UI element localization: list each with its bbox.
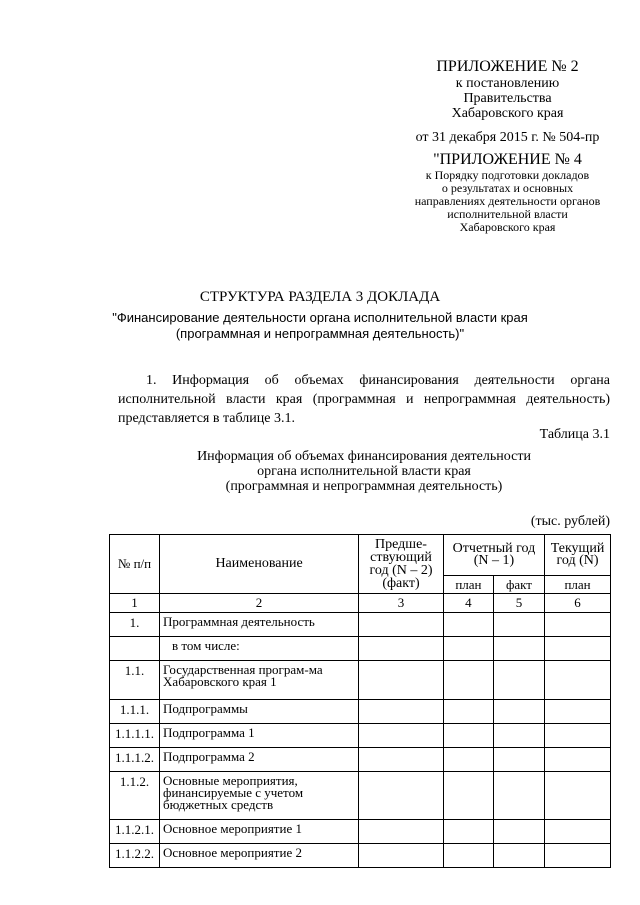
- paragraph-1: 1. Информация об объемах финансирования деятельности органа исполнительной власти края (программная и непрограммная деятельность) представляется в таблице 3.1.: [118, 373, 610, 426]
- appendix-4-line: Хабаровского края: [459, 220, 556, 234]
- cell-value: [493, 820, 544, 844]
- row-num: 1.: [110, 613, 160, 637]
- table-row: [110, 700, 611, 724]
- cell-value: [493, 613, 544, 637]
- table-row: [110, 613, 611, 637]
- row-name: Государственная програм-ма Хабаровского края 1: [160, 661, 359, 700]
- row-num: 1.1.2.: [110, 772, 160, 820]
- table-row: [110, 844, 611, 868]
- header-prev-year: Предше-ствующий год (N – 2) (факт): [359, 535, 444, 594]
- header-fact-report: факт: [493, 576, 544, 594]
- header-plan-current: план: [545, 576, 611, 594]
- section-title: СТРУКТУРА РАЗДЕЛА 3 ДОКЛАДА: [199, 289, 441, 305]
- appendix-4-line: к Порядку подготовки докладов: [425, 168, 590, 182]
- cell-value: [493, 748, 544, 772]
- cell-value: [443, 661, 493, 700]
- column-numbers-row: [110, 594, 611, 613]
- row-num: 1.1.: [110, 661, 160, 700]
- cell-value: [493, 700, 544, 724]
- row-name: Основное мероприятие 1: [160, 820, 359, 844]
- row-num: 1.1.2.2.: [110, 844, 160, 868]
- cell-value: [493, 637, 544, 661]
- table-caption: Таблица 3.1: [539, 427, 610, 442]
- cell-value: [443, 724, 493, 748]
- row-name: Основные мероприятия, финансируемые с учетом бюджетных средств: [160, 772, 359, 820]
- table-row: [110, 820, 611, 844]
- cell-value: [359, 700, 444, 724]
- row-name: Программная деятельность: [160, 613, 359, 637]
- table-row: [110, 772, 611, 820]
- cell-value: [359, 844, 444, 868]
- table-row: [110, 637, 611, 661]
- row-num: 1.1.1.1.: [110, 724, 160, 748]
- appendix-2-title: ПРИЛОЖЕНИЕ № 2: [436, 58, 579, 75]
- cell-value: [443, 820, 493, 844]
- header-name: Наименование: [160, 535, 359, 594]
- cell-value: [443, 637, 493, 661]
- table-row: [110, 661, 611, 700]
- table-title: [118, 449, 610, 494]
- cell-value: [493, 844, 544, 868]
- cell-value: [545, 844, 611, 868]
- row-num: 1.1.1.: [110, 700, 160, 724]
- cell-value: [359, 661, 444, 700]
- table-row: [110, 724, 611, 748]
- cell-value: [359, 748, 444, 772]
- appendix-4-title: "ПРИЛОЖЕНИЕ № 4: [433, 151, 582, 168]
- row-name: Основное мероприятие 2: [160, 844, 359, 868]
- column-number: 5: [493, 594, 544, 613]
- cell-value: [443, 700, 493, 724]
- header-report-year: Отчетный год (N – 1): [443, 535, 544, 576]
- cell-value: [493, 772, 544, 820]
- appendix-4-line: о результатах и основных: [441, 181, 574, 195]
- cell-value: [359, 820, 444, 844]
- appendix-2-line3: Хабаровского края: [451, 106, 564, 121]
- row-num: 1.1.1.2.: [110, 748, 160, 772]
- appendix-4-line: направлениях деятельности органов: [414, 194, 601, 208]
- row-name: Подпрограммы: [160, 700, 359, 724]
- table-row: [110, 748, 611, 772]
- cell-value: [545, 772, 611, 820]
- column-number: 3: [359, 594, 444, 613]
- cell-value: [545, 820, 611, 844]
- cell-value: [545, 700, 611, 724]
- cell-value: [545, 637, 611, 661]
- row-num: 1.1.2.1.: [110, 820, 160, 844]
- table-title-line1: Информация об объемах финансирования деятельности: [197, 449, 531, 464]
- cell-value: [443, 613, 493, 637]
- units-label: (тыс. рублей): [530, 514, 610, 529]
- cell-value: [443, 772, 493, 820]
- row-num: [110, 637, 160, 661]
- appendix-4-header: [395, 150, 620, 234]
- table-title-line3: (программная и непрограммная деятельность): [225, 479, 503, 494]
- cell-value: [545, 748, 611, 772]
- column-number: 1: [110, 594, 160, 613]
- cell-value: [443, 748, 493, 772]
- column-number: 6: [545, 594, 611, 613]
- appendix-2-header: [395, 57, 620, 146]
- section-heading: [0, 288, 640, 342]
- cell-value: [443, 844, 493, 868]
- appendix-4-line: исполнительной власти: [447, 207, 568, 221]
- column-number: 2: [160, 594, 359, 613]
- section-subtitle-line1: "Финансирование деятельности органа исполнительной власти края: [112, 310, 528, 325]
- cell-value: [359, 772, 444, 820]
- row-name: в том числе:: [160, 637, 359, 661]
- appendix-2-line2: Правительства: [463, 91, 552, 106]
- column-number: 4: [443, 594, 493, 613]
- cell-value: [359, 637, 444, 661]
- row-name: Подпрограмма 2: [160, 748, 359, 772]
- row-name: Подпрограмма 1: [160, 724, 359, 748]
- appendix-2-date: от 31 декабря 2015 г. № 504-пр: [415, 130, 600, 145]
- cell-value: [545, 724, 611, 748]
- header-current-year: Текущий год (N): [545, 535, 611, 576]
- cell-value: [359, 613, 444, 637]
- cell-value: [359, 724, 444, 748]
- header-plan-report: план: [443, 576, 493, 594]
- cell-value: [545, 613, 611, 637]
- table-title-line2: органа исполнительной власти края: [257, 464, 471, 479]
- section-subtitle-line2: (программная и непрограммная деятельность)": [175, 326, 465, 341]
- cell-value: [493, 661, 544, 700]
- header-num: № п/п: [110, 535, 160, 594]
- appendix-2-line1: к постановлению: [455, 76, 560, 91]
- cell-value: [493, 724, 544, 748]
- financing-table: [109, 534, 611, 868]
- cell-value: [545, 661, 611, 700]
